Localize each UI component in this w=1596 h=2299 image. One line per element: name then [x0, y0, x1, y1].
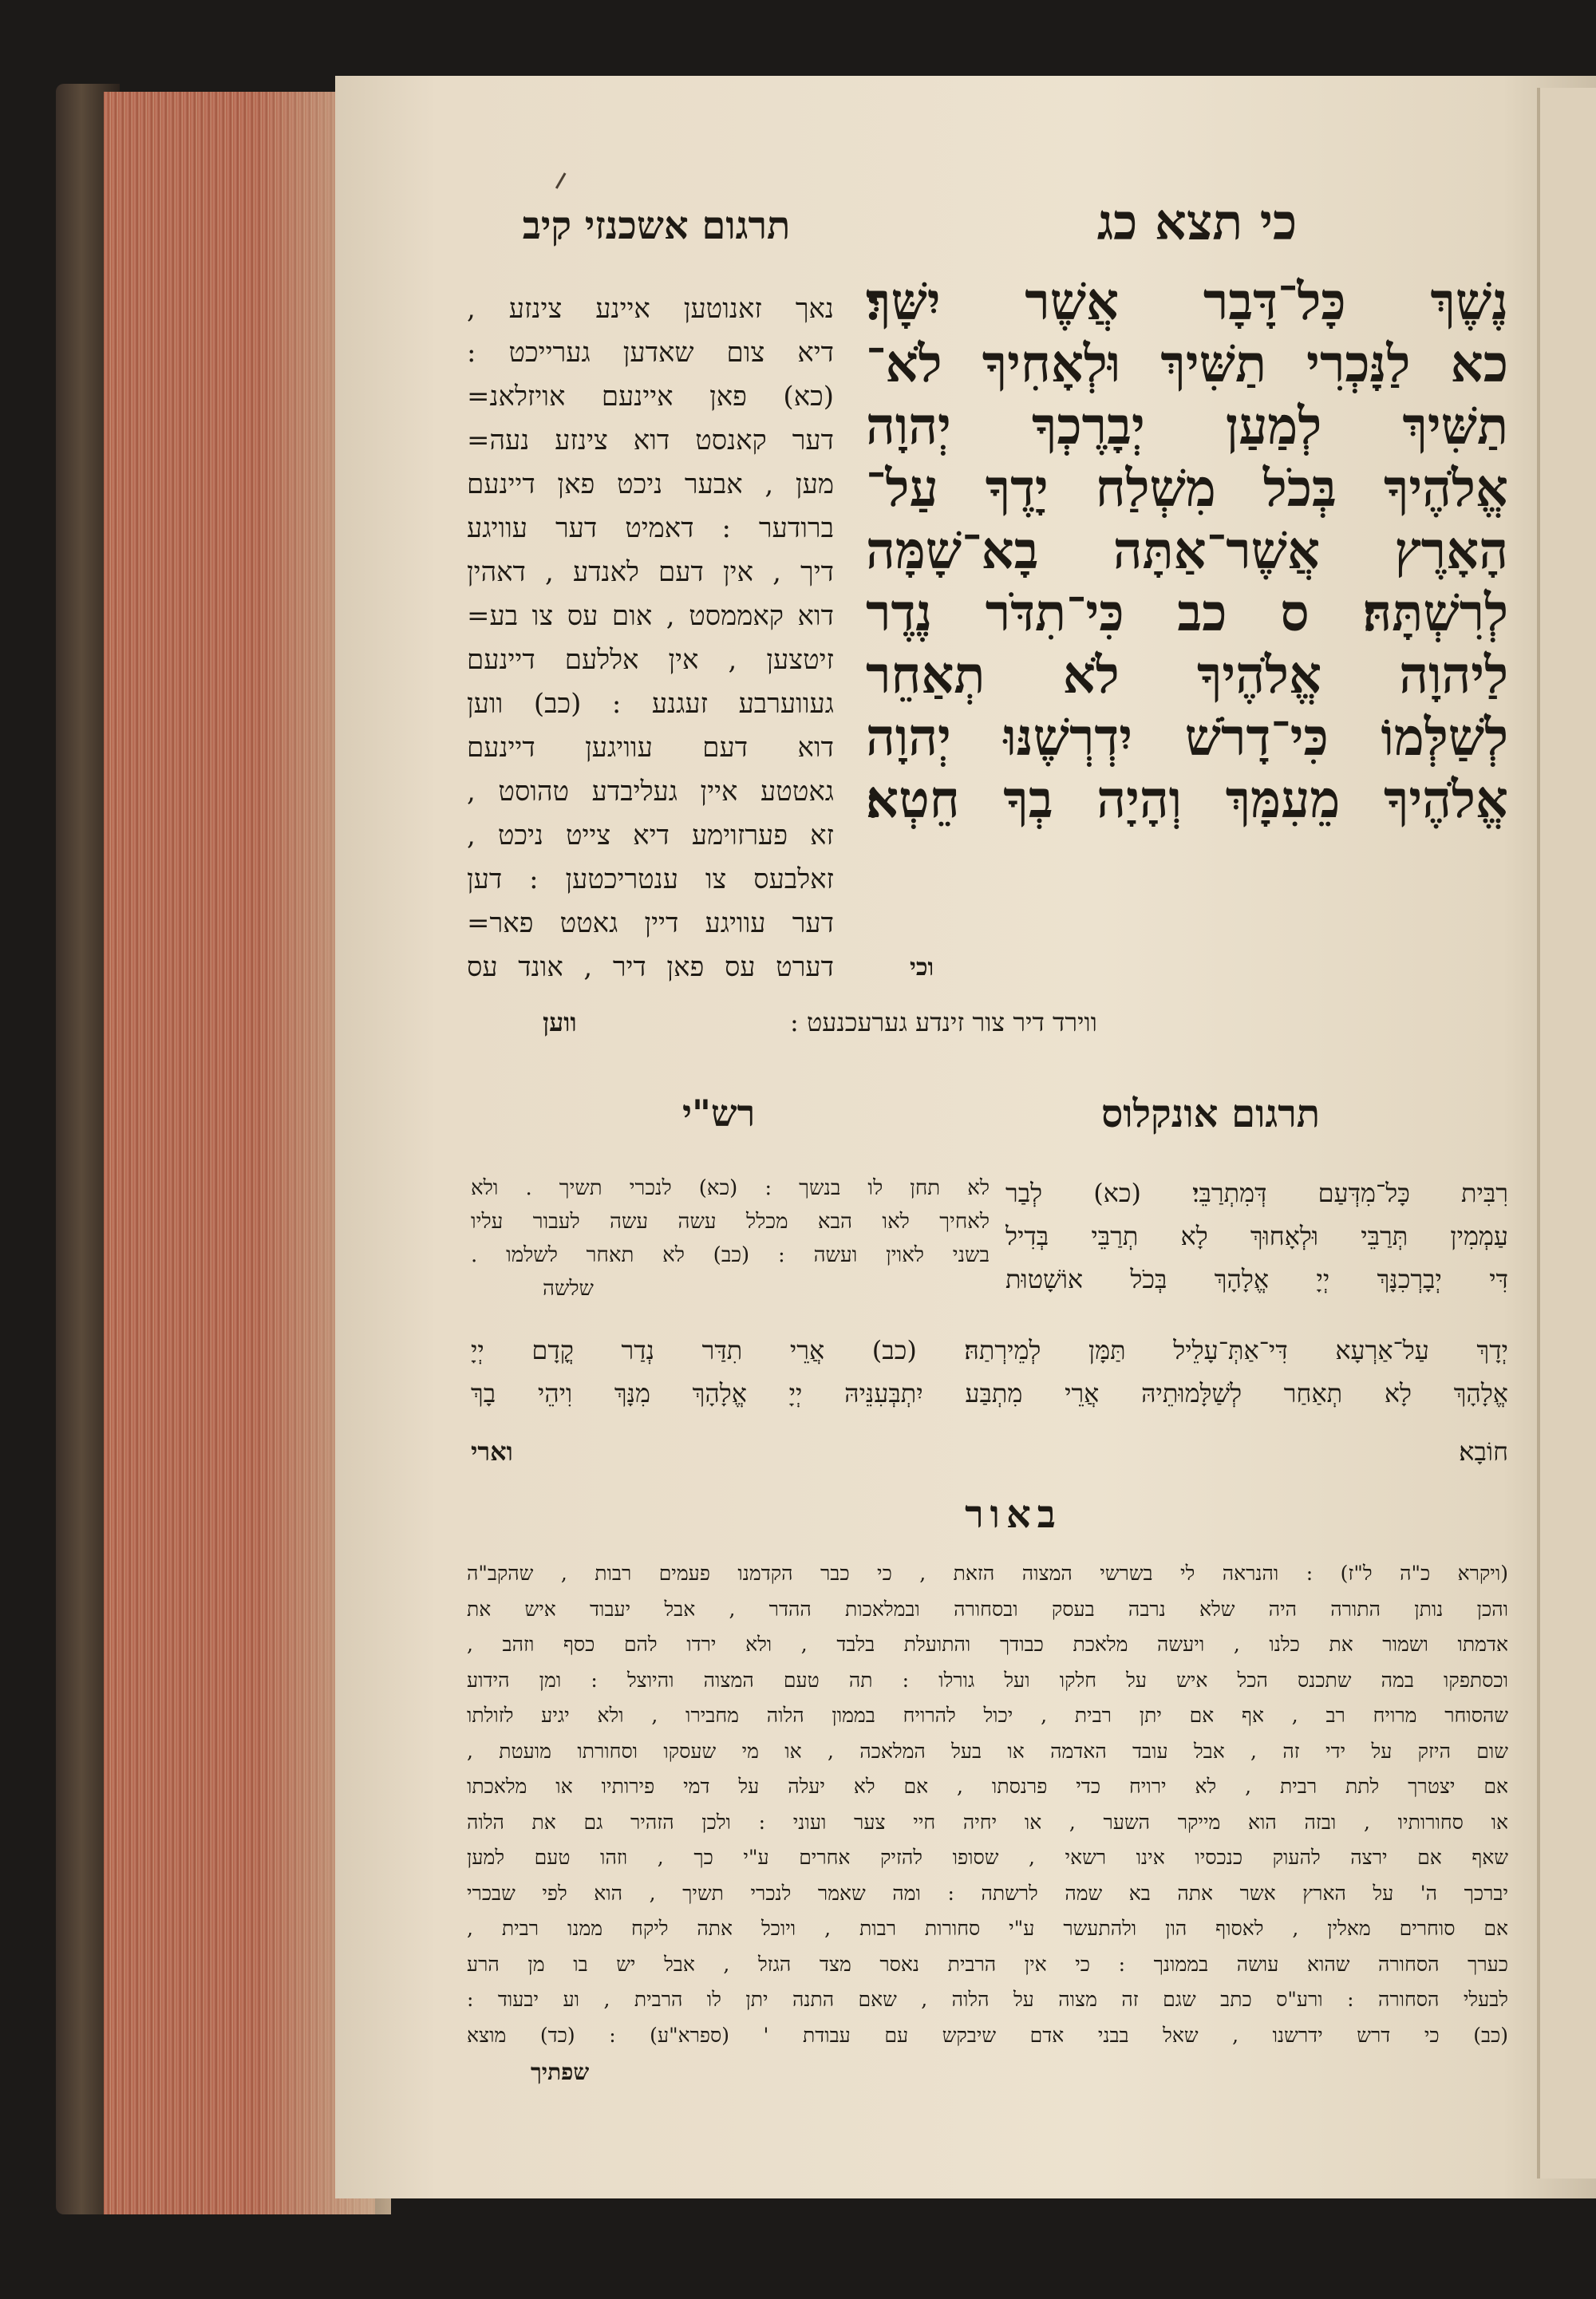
onkelos-text-block — [1005, 1171, 1508, 1301]
yiddish-line: דער קאנסט דוא צינזע נעה= — [467, 425, 834, 456]
yiddish-line: זאלבעס צו ענטריכטען : דען — [467, 863, 834, 895]
onkelos-line: עַמְמִין תְּרַבֵּי וּלְאָחוּךְ לָא תְרַבֵּי בְּדִיל — [1005, 1221, 1508, 1251]
yiddish-line: געווערבע זעגנע : (כב) ווען — [467, 688, 834, 720]
yiddish-text-block — [467, 287, 834, 990]
yiddish-line: (כא) פאן איינעם אויזלאנ= — [467, 381, 834, 413]
beur-line: כערך הסחורה שהוא עושה בממונך : כי אין הרבית נאסר מצד הגזל , אבל יש בו מן הרע — [467, 1952, 1508, 1976]
yiddish-line: דיך , אין דעם לאנדע , דאהין — [467, 556, 834, 588]
beur-line: (כב) כי דרש ידרשנו , שאל בבני אדם שיבקש עם עבודת ' (ספרא"ע) : (כד) מוצא — [467, 2023, 1508, 2047]
beur-line: אם יצטרך לתת רבית , לא ירויח כדי פרנסתו , אם לא יעלה על דמי פירותיו או מלאכתו — [467, 1775, 1508, 1798]
hebrew-text-block — [866, 271, 1508, 832]
rashi-line: לא תחן לו בנשך : (כא) לנכרי תשיך . ולא — [471, 1176, 990, 1200]
rashi-text-block — [471, 1171, 990, 1306]
hebrew-line: אֱלֹהֶיךָ בְּכֹל מִשְׁלַח יָדֶךָ עַל־ — [866, 459, 1508, 519]
beur-line: והכן נותן התורה היה שלא נרבה בעסק ובסחורה ובמלאכות ההדר , אבל יעבוד איש את — [467, 1597, 1508, 1621]
yiddish-last-line: ווירד דיר צור זינדע גערעכנעט : — [790, 1007, 1097, 1037]
running-head-right: כי תצא כג — [1096, 193, 1298, 251]
onkelos-full-line: יְדָךְ עַל־אַרְעָא דִּי־אַתְּ־עָלֵיל תַּמָּן לְמֵירְתַהּ׃ (כב) אֲרֵי תִדַּר נְדַר קֳדָם יְיָ — [471, 1335, 1508, 1365]
hebrew-line: הָאָרֶץ אֲשֶׁר־אַתָּה בָא־שָׁמָּה — [866, 521, 1508, 581]
yiddish-catchword: ווען — [543, 1007, 577, 1037]
onkelos-catchword: וארי — [471, 1436, 513, 1467]
beur-line: יברכך ה' על הארץ אשר אתה בא שמה לרשתה : ומה שאמר לנכרי תשיך , הוא לפי שבכרי — [467, 1881, 1508, 1905]
yiddish-line: ברודער : דאמיט דער עוויגע — [467, 512, 834, 544]
beur-line: אם סוחרים מאלין , לאסוף הון ולהתעשר ע"י סחורות רבות , ויוכל אתה ליקח ממנו רבית , — [467, 1917, 1508, 1940]
beur-text-block — [467, 1556, 1508, 2053]
rashi-catchword: שלשה — [543, 1277, 594, 1301]
onkelos-last-line: חוֹבָא׃ — [1459, 1436, 1508, 1467]
onkelos-title: תרגום אונקלוס — [1101, 1092, 1321, 1136]
yiddish-line: זא פערזוימע דיא צייט ניכט , — [467, 820, 834, 851]
yiddish-line: נאך זאנוטען איינע צינזע , — [467, 293, 834, 325]
beur-catchword: שפתיך — [531, 2059, 590, 2085]
running-head-left: תרגום אשכנזי קיב — [522, 203, 791, 248]
yiddish-line: זיטצען , אין אללעם דיינעם — [467, 644, 834, 676]
yiddish-line: גאטטע איין געליבדע טהוסט , — [467, 776, 834, 808]
beur-title: באור — [965, 1492, 1062, 1537]
yiddish-line: מען , אבער ניכט פאן דיינעם — [467, 468, 834, 500]
facing-page-edge — [1537, 88, 1596, 2179]
yiddish-line: דוא קאממסט , אום עס צו בע= — [467, 600, 834, 632]
beur-line: שום היזק על ידי זה , אבל עובד האדמה או בעל המלאכה , או מי שעסקו וסחורתו מועטת , — [467, 1739, 1508, 1763]
yiddish-line: דוא דעם עוויגען דיינעם — [467, 732, 834, 764]
hebrew-line: לְשַׁלְּמוֹ כִּי־דָרֹשׁ יִדְרְשֶׁנּוּ יְהוָה — [866, 708, 1508, 768]
onkelos-line: רִבִּית כָּל־מִדְּעַם דְּמִתְרַבֵּי׃ (כא) לְבַר — [1005, 1178, 1508, 1208]
hebrew-line: אֱלֹהֶיךָ מֵעִמָּךְ וְהָיָה בְךָ חֵטְא׃ — [866, 770, 1508, 830]
onkelos-full-block — [471, 1329, 1508, 1415]
beur-line: שאף אם ירצה להעוק כנכסיו אינו רשאי , שסופו להזיק אחרים ע"י כך , וזהו טעם למען — [467, 1846, 1508, 1869]
beur-line: (ויקרא כ"ה ל"ז) : והנראה לי בשרשי המצוה הזאת , כי כבר הקדמנו פעמים רבות , שהקב"ה — [467, 1562, 1508, 1585]
beur-line: וכסתפקו במה שתכנס הכל איש על חלקו ועל גורלו : תה טעם המצוה והיוצל : ומן הידוע — [467, 1668, 1508, 1692]
beur-line: לבעלי הסחורה : ורע"ס כתב שגם זה מצוה על הלוה , שאם התנה יתן לו הרבית , וע יבעוד : — [467, 1988, 1508, 2011]
rashi-line: לאחיך לאו הבא מכלל עשה עשה לעבור עליו — [471, 1210, 990, 1234]
onkelos-line: דִּי יְבָרְכִנָּךְ יְיָ אֱלָהָךְ בְּכֹל אוֹשָׁטוּת — [1005, 1264, 1508, 1294]
rashi-title: רש"י — [682, 1092, 756, 1135]
hebrew-line: נֶשֶׁךְ כָּל־דָּבָר אֲשֶׁר יִשָּׁךְ׃ — [866, 272, 1508, 332]
hebrew-line: כא לַנָּכְרִי תַשִּׁיךְ וּלְאָחִיךָ לֹא־ — [866, 334, 1508, 394]
hebrew-line: לַיהוָה אֱלֹהֶיךָ לֹא תְאַחֵר — [866, 646, 1508, 705]
hebrew-line: תַשִּׁיךְ לְמַעַן יְבָרֶכְךָ יְהוָה — [866, 397, 1508, 456]
onkelos-full-line: אֱלָהָךְ לָא תְאַחַר לְשַׁלָּמוּתֵיהּ אֲרֵי מִתְבַּע יִתְבְּעִנֵּיהּ יְיָ אֱלָהָךְ מִנָּךְ וִיהֵי בָךְ — [471, 1378, 1508, 1408]
beur-line: אדמתו ושמור את כלנו , ויעשה מלאכת כבודך והתועלת בלבד , ולא ירדו להם כסף וזהב , — [467, 1633, 1508, 1656]
beur-line: שהסוחר מרויח רב , אף אם יתן רבית , יכול להרויח בממון הלוה מחבירו , ולא יגיע לזולתו — [467, 1704, 1508, 1727]
yiddish-line: דער עוויגע דיין גאטט פאר= — [467, 907, 834, 939]
beur-line: או סחורותיו , ובזה הוא מייקר השער , או יחיה חיי צער ועוני : ולכן הזהיר גם את הלוה — [467, 1810, 1508, 1834]
hebrew-catchword: וכי — [910, 954, 934, 982]
yiddish-line: דיא צום שאדען גערייכט : — [467, 337, 834, 369]
hebrew-line: לְרִשְׁתָּהּ׃ ס כב כִּי־תִדֹּר נֶדֶר — [866, 583, 1508, 643]
yiddish-line: דערט עס פאן דיר , אונד עס — [467, 951, 834, 983]
rashi-line: בשני לאוין ועשה : (כב) לא תאחר לשלמו . — [471, 1243, 990, 1267]
